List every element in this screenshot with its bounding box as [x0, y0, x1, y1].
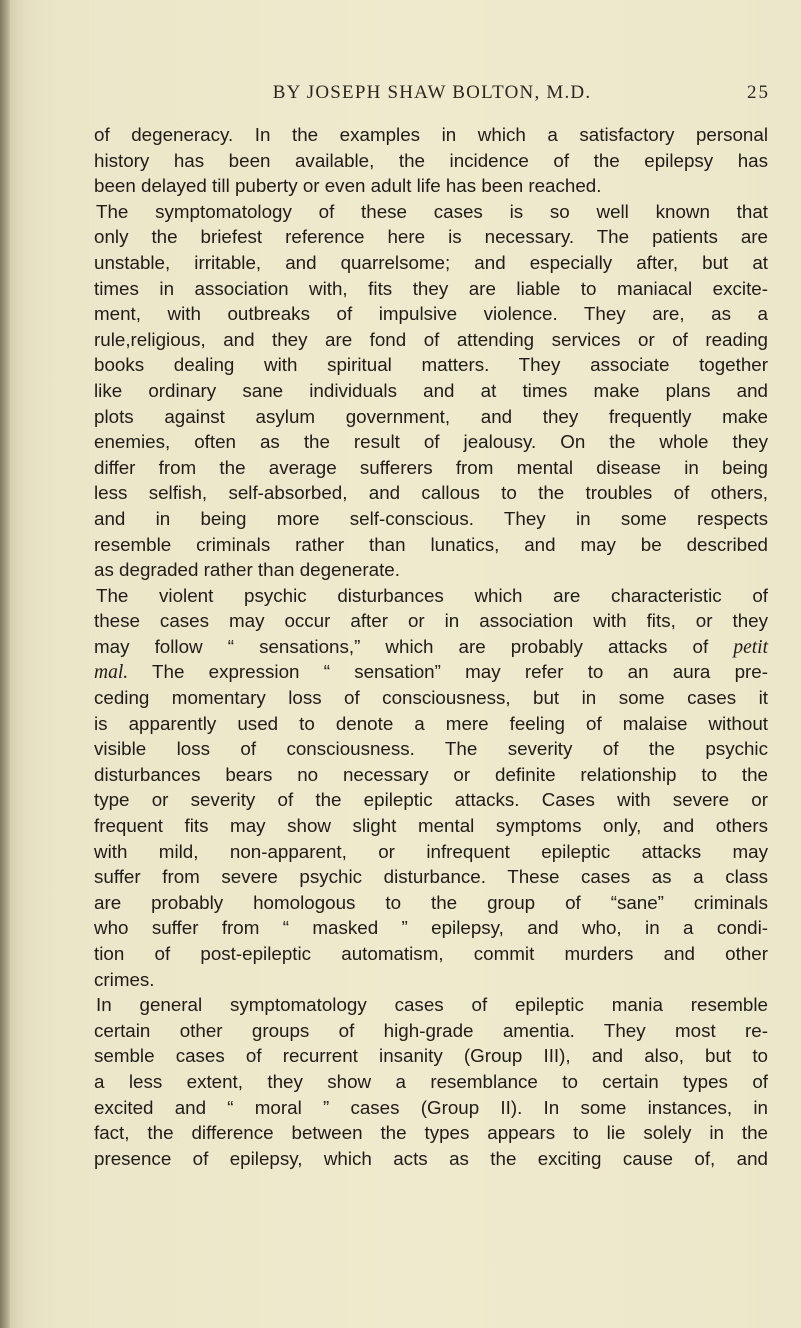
text-line: been delayed till puberty or even adult life has been reached.	[94, 175, 602, 197]
text-line	[94, 659, 768, 685]
text-line: and in being more self-conscious. They in some respects	[94, 507, 768, 529]
text-line: semble cases of recurrent insanity (Group III), and also, but to	[94, 1045, 768, 1067]
text-line: frequent fits may show slight mental symptoms only, and others	[94, 815, 768, 837]
text-line: ment, with outbreaks of impulsive violence. They are, as a	[94, 303, 768, 325]
text-line: times in association with, fits they are liable to maniacal excite-	[94, 277, 768, 299]
text-line: are probably homologous to the group of “sane” criminals	[94, 891, 768, 913]
text-line: excited and “ moral ” cases (Group II). In some instances, in	[94, 1096, 768, 1118]
text-line: these cases may occur after or in association with fits, or they	[94, 610, 768, 632]
text-line: like ordinary sane individuals and at times make plans and	[94, 379, 768, 401]
text-line: type or severity of the epileptic attacks. Cases with severe or	[94, 789, 768, 811]
text-line: is apparently used to denote a mere feeling of malaise without	[94, 712, 768, 734]
text-line: less selfish, self-absorbed, and callous to the troubles of others,	[94, 482, 768, 504]
text-line: The symptomatology of these cases is so well known that	[96, 200, 768, 222]
text-line: presence of epilepsy, which acts as the exciting cause of, and	[94, 1147, 768, 1169]
text-line: crimes.	[94, 968, 155, 990]
page-gutter-shadow	[0, 0, 10, 1328]
text-line	[94, 634, 768, 660]
text-segment: The expression “ sensation” may refer to an aura pre-	[128, 661, 768, 683]
text-line: visible loss of consciousness. The severity of the psychic	[94, 738, 768, 760]
text-line: fact, the difference between the types appears to lie solely in the	[94, 1122, 768, 1144]
text-segment: may follow “ sensations,” which are probably attacks of	[94, 635, 734, 657]
text-line: books dealing with spiritual matters. They associate together	[94, 354, 768, 376]
text-line: history has been available, the incidence of the epilepsy has	[94, 149, 768, 171]
text-line: certain other groups of high-grade amentia. They most re-	[94, 1019, 768, 1041]
text-line: disturbances bears no necessary or definite relationship to the	[94, 763, 768, 785]
page-number: 25	[747, 82, 770, 103]
text-line: resemble criminals rather than lunatics, and may be described	[94, 533, 768, 555]
text-line: with mild, non-apparent, or infrequent epileptic attacks may	[94, 840, 768, 862]
text-line: ceding momentary loss of consciousness, but in some cases it	[94, 687, 768, 709]
body-text	[94, 122, 768, 1171]
text-line: only the briefest reference here is necessary. The patients are	[94, 226, 768, 248]
italic-term: mal.	[94, 662, 129, 684]
text-line: differ from the average sufferers from mental disease in being	[94, 456, 768, 478]
text-line: tion of post-epileptic automatism, commit murders and other	[94, 943, 768, 964]
text-line: of degeneracy. In the examples in which a satisfactory personal	[94, 124, 768, 145]
text-line: as degraded rather than degenerate.	[94, 559, 400, 581]
text-line: who suffer from “ masked ” epilepsy, and who, in a condi-	[94, 917, 768, 939]
text-line: The violent psychic disturbances which are characteristic of	[96, 584, 768, 606]
text-line: In general symptomatology cases of epileptic mania resemble	[96, 994, 768, 1016]
text-line: a less extent, they show a resemblance to certain types of	[94, 1070, 768, 1092]
text-line: plots against asylum government, and they frequently make	[94, 405, 768, 427]
running-head-title: BY JOSEPH SHAW BOLTON, M.D.	[272, 82, 592, 103]
text-line: suffer from severe psychic disturbance. These cases as a class	[94, 866, 768, 888]
text-line: unstable, irritable, and quarrelsome; and especially after, but at	[94, 251, 768, 273]
text-line: enemies, often as the result of jealousy. On the whole they	[94, 431, 768, 453]
italic-term: petit	[733, 636, 768, 658]
running-head	[94, 82, 770, 112]
text-line: rule,religious, and they are fond of attending services or of reading	[94, 328, 768, 350]
